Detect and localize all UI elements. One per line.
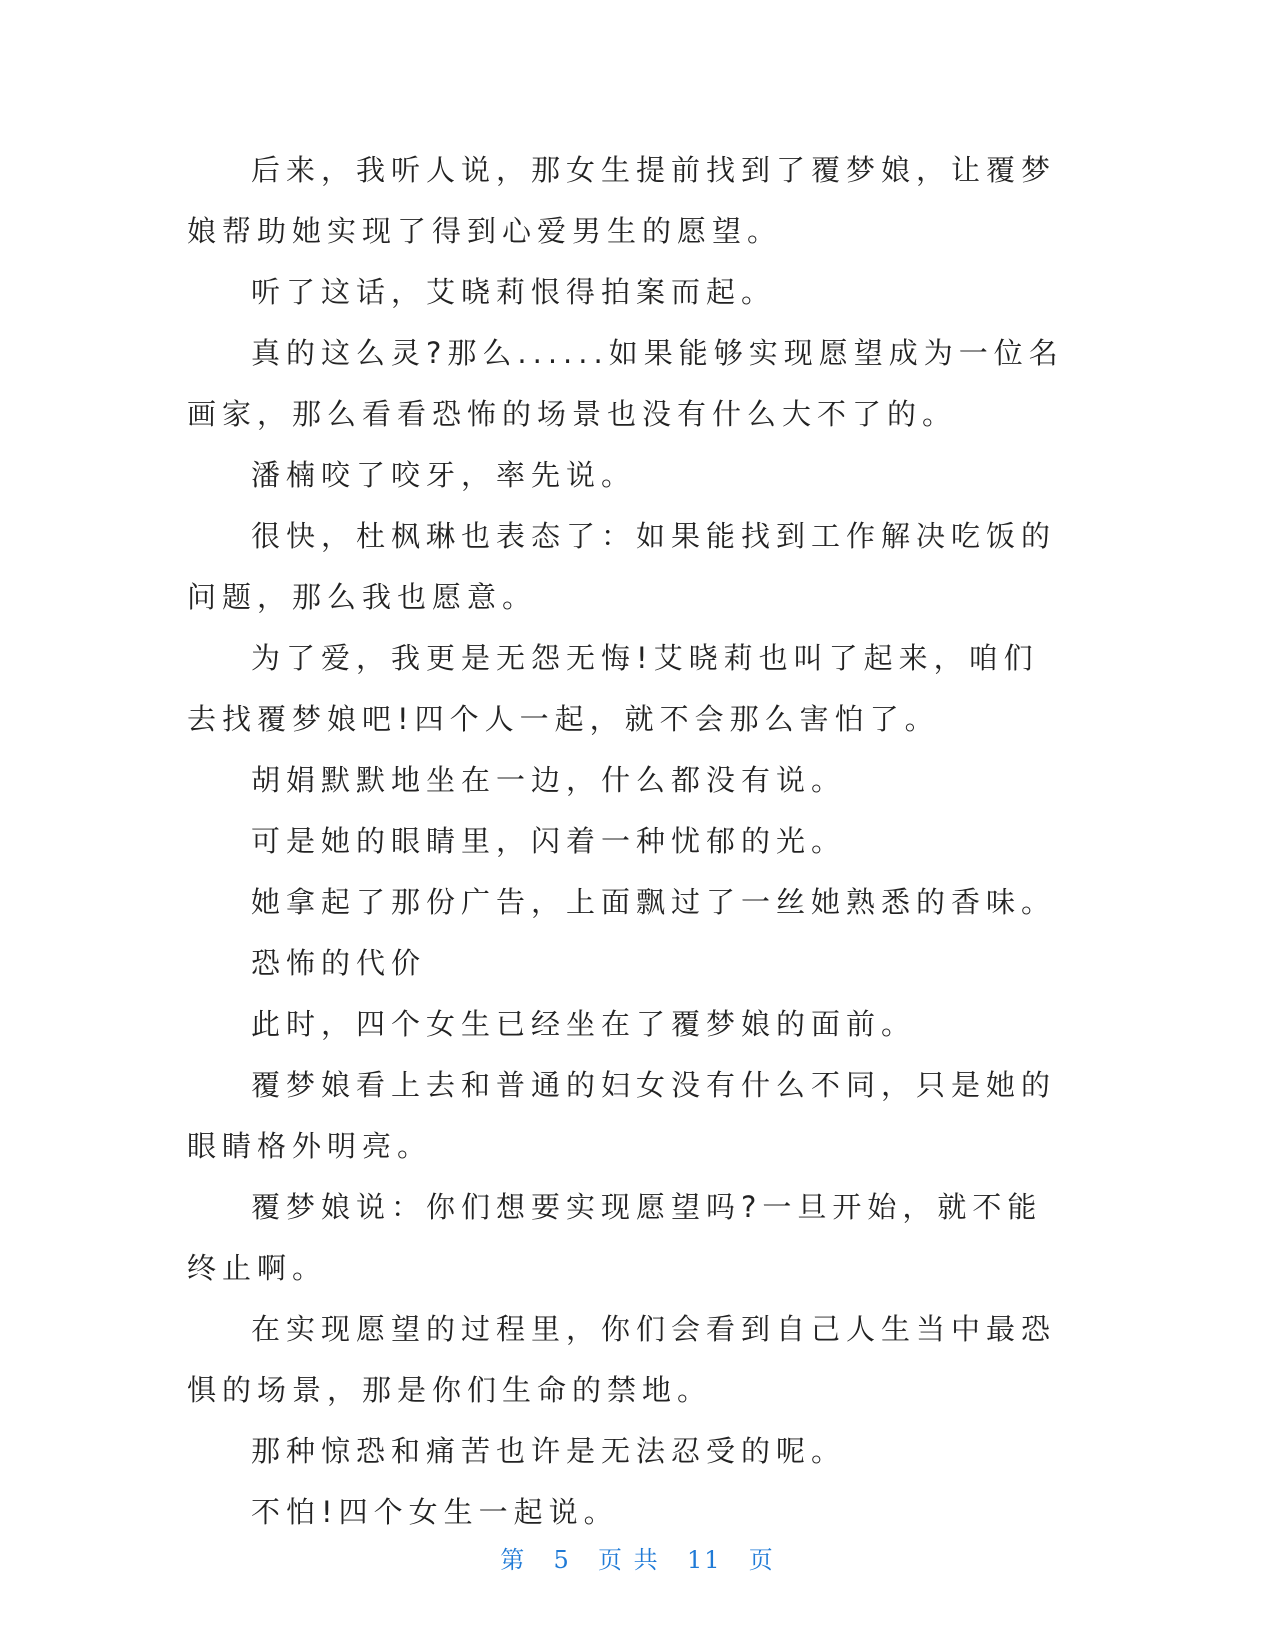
paragraph: 胡娟默默地坐在一边，什么都没有说。 xyxy=(251,763,847,797)
paragraph: 听了这话，艾晓莉恨得拍案而起。 xyxy=(251,275,777,309)
paragraph: 不怕!四个女生一起说。 xyxy=(251,1495,619,1529)
paragraph: 她拿起了那份广告，上面飘过了一丝她熟悉的香味。 xyxy=(251,885,1057,919)
page-footer xyxy=(0,1540,1275,1575)
paragraph: 覆梦娘说：你们想要实现愿望吗?一旦开始，就不能终止啊。 xyxy=(187,1190,1043,1285)
section-heading: 恐怖的代价 xyxy=(251,946,427,980)
footer-prefix: 第 xyxy=(500,1546,527,1574)
body-text xyxy=(187,140,1067,1543)
current-page-number: 5 xyxy=(553,1546,571,1574)
paragraph: 在实现愿望的过程里，你们会看到自己人生当中最恐惧的场景，那是你们生命的禁地。 xyxy=(187,1312,1057,1407)
paragraph: 此时，四个女生已经坐在了覆梦娘的面前。 xyxy=(251,1007,917,1041)
paragraph: 那种惊恐和痛苦也许是无法忍受的呢。 xyxy=(251,1434,847,1468)
paragraph: 可是她的眼睛里，闪着一种忧郁的光。 xyxy=(251,824,847,858)
footer-middle: 页 共 xyxy=(598,1546,660,1574)
paragraph: 覆梦娘看上去和普通的妇女没有什么不同，只是她的眼睛格外明亮。 xyxy=(187,1068,1057,1163)
paragraph: 真的这么灵?那么......如果能够实现愿望成为一位名画家，那么看看恐怖的场景也没有什么大不了的。 xyxy=(187,336,1064,431)
paragraph: 很快，杜枫琳也表态了：如果能找到工作解决吃饭的问题，那么我也愿意。 xyxy=(187,519,1057,614)
paragraph: 为了爱，我更是无怨无悔!艾晓莉也叫了起来，咱们去找覆梦娘吧!四个人一起，就不会那么害怕了。 xyxy=(187,641,1039,736)
total-pages-number: 11 xyxy=(686,1546,722,1574)
footer-suffix: 页 xyxy=(748,1546,775,1574)
paragraph: 后来，我听人说，那女生提前找到了覆梦娘，让覆梦娘帮助她实现了得到心爱男生的愿望。 xyxy=(187,153,1057,248)
paragraph: 潘楠咬了咬牙，率先说。 xyxy=(251,458,637,492)
